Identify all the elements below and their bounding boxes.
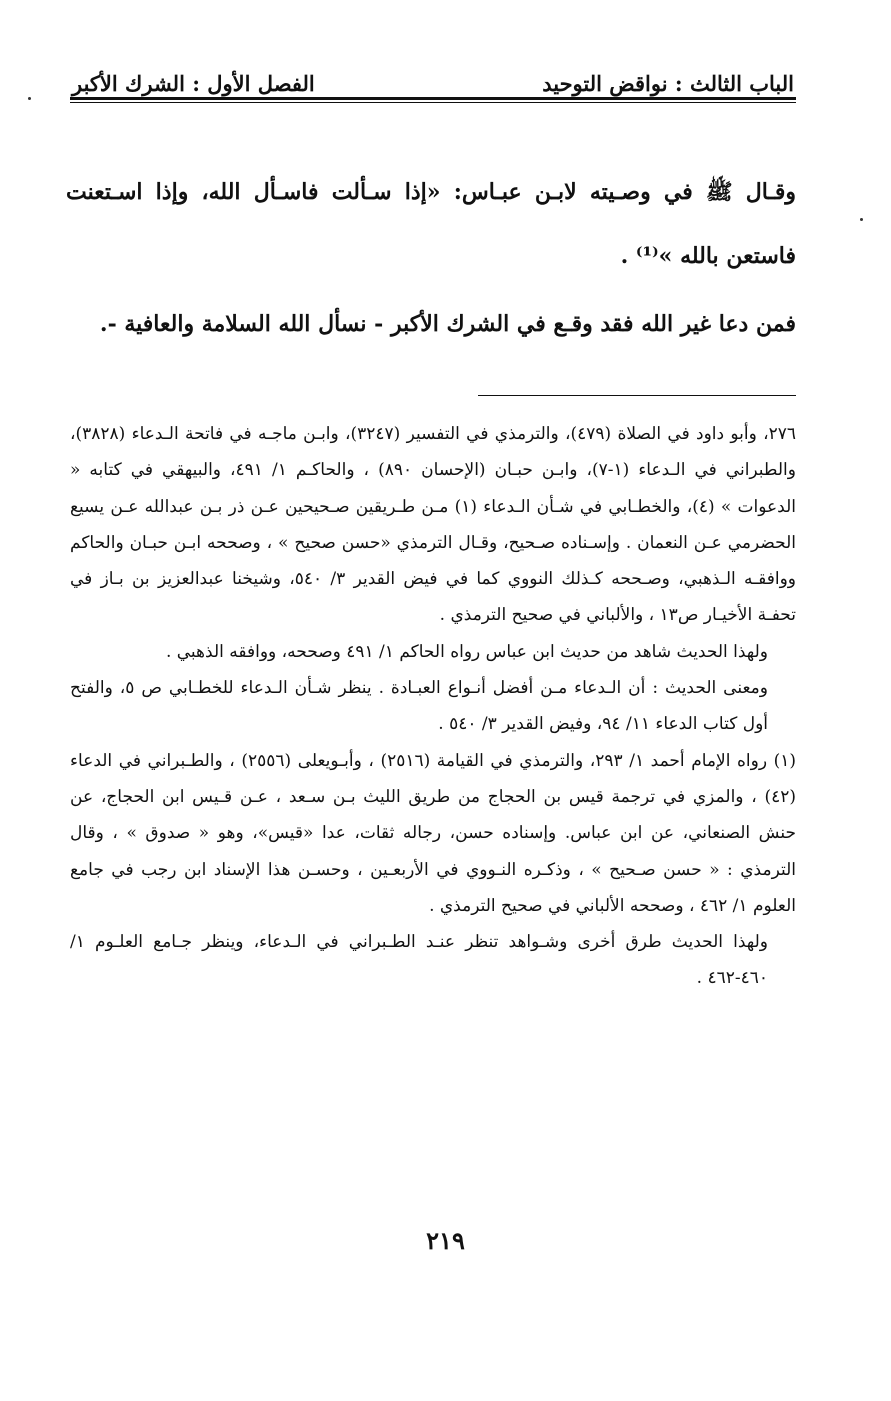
body-paragraph: فمن دعا غير الله فقد وقـع في الشرك الأكبر - نسأل الله السلامة والعافية -. bbox=[99, 311, 796, 337]
footnote-1: (١) رواه الإمام أحمد ١/ ٢٩٣، والترمذي في القيامة (٢٥١٦) ، وأبـويعلى (٢٥٥٦) ، والطـبراني في الدعاء (٤٢) ، والمزي في ترجمة قيس بن الحجاج من طريق الليث بـن سـعد ، عـن قـيس ابن الحجاج، عن حنش الصنعاني، عن ابن عباس. وإسناده حسن، رجاله ثقات، عدا «قيس»، وهو « صدوق » ، وقال الترمذي : « حسن صـحيح » ، وذكـره النـووي في الأربعـين ، وحسـن هذا الإسناد ابن رجب في جامع العلوم ١/ ٤٦٢ ، وصححه الألباني في صحيح الترمذي . bbox=[70, 750, 796, 916]
header-divider-thin bbox=[70, 102, 796, 103]
footnote-continued: ٢٧٦، وأبو داود في الصلاة (٤٧٩)، والترمذي في التفسير (٣٢٤٧)، وابـن ماجـه في فاتحة الـدعاء (٣٨٢٨)، والطبراني في الـدعاء (١-٧)، وابـن حبـان (الإحسان ٨٩٠) ، والحاكـم ١/ ٤٩١، والبيهقي في كتابه « الدعوات » (٤)، والخطـابي في شـأن الـدعاء (١) مـن طـريقين صـحيحين عـن ذر بـن عبدالله عـن يسيع الحضرمي عـن النعمان . وإسـناده صـحيح، وقـال الترمذي «حسن صحيح » ، وصححه ابـن حبـان والحاكم ووافقـه الـذهبي، وصـححه كـذلك النووي كما في فيض القدير ٣/ ٥٤٠، وشيخنا عبدالعزيز بن بـاز في تحفـة الأخيـار ص١٣ ، والألباني في صحيح الترمذي . bbox=[70, 424, 797, 626]
footnote-separator bbox=[478, 395, 796, 396]
page-number: ٢١٩ bbox=[426, 1226, 465, 1255]
section-title: الفصل الأول : الشرك الأكبر bbox=[72, 71, 315, 96]
footnote-paragraph: ومعنى الحديث : أن الـدعاء مـن أفضل أنـواع العبـادة . ينظر شـأن الـدعاء للخطـابي ص ٥، والفتح أول كتاب الدعاء ١١/ ٩٤، وفيض القدير ٣/ ٥٤٠ . bbox=[70, 678, 768, 735]
main-text bbox=[66, 160, 796, 356]
chapter-title: الباب الثالث : نواقض التوحيد bbox=[542, 71, 794, 96]
footnote-paragraph: ولهذا الحديث شاهد من حديث ابن عباس رواه الحاكم ١/ ٤٩١ وصححه، ووافقه الذهبي . bbox=[165, 641, 768, 662]
running-header bbox=[72, 56, 794, 96]
body-paragraph: وقـال ﷺ في وصـيته لابـن عبـاس: «إذا سـألت فاسـأل الله، وإذا اسـتعنت فاستعن بالله »⁽¹⁾ . bbox=[66, 179, 796, 269]
scan-speck bbox=[28, 97, 31, 100]
header-divider bbox=[70, 97, 796, 100]
footnotes bbox=[70, 416, 796, 997]
scan-speck bbox=[860, 218, 863, 221]
footnote-paragraph: ولهذا الحديث طرق أخرى وشـواهد تنظر عنـد الطـبراني في الـدعاء، وينظر جـامع العلـوم ١/ ٤٦٠-٤٦٢ . bbox=[70, 932, 768, 989]
